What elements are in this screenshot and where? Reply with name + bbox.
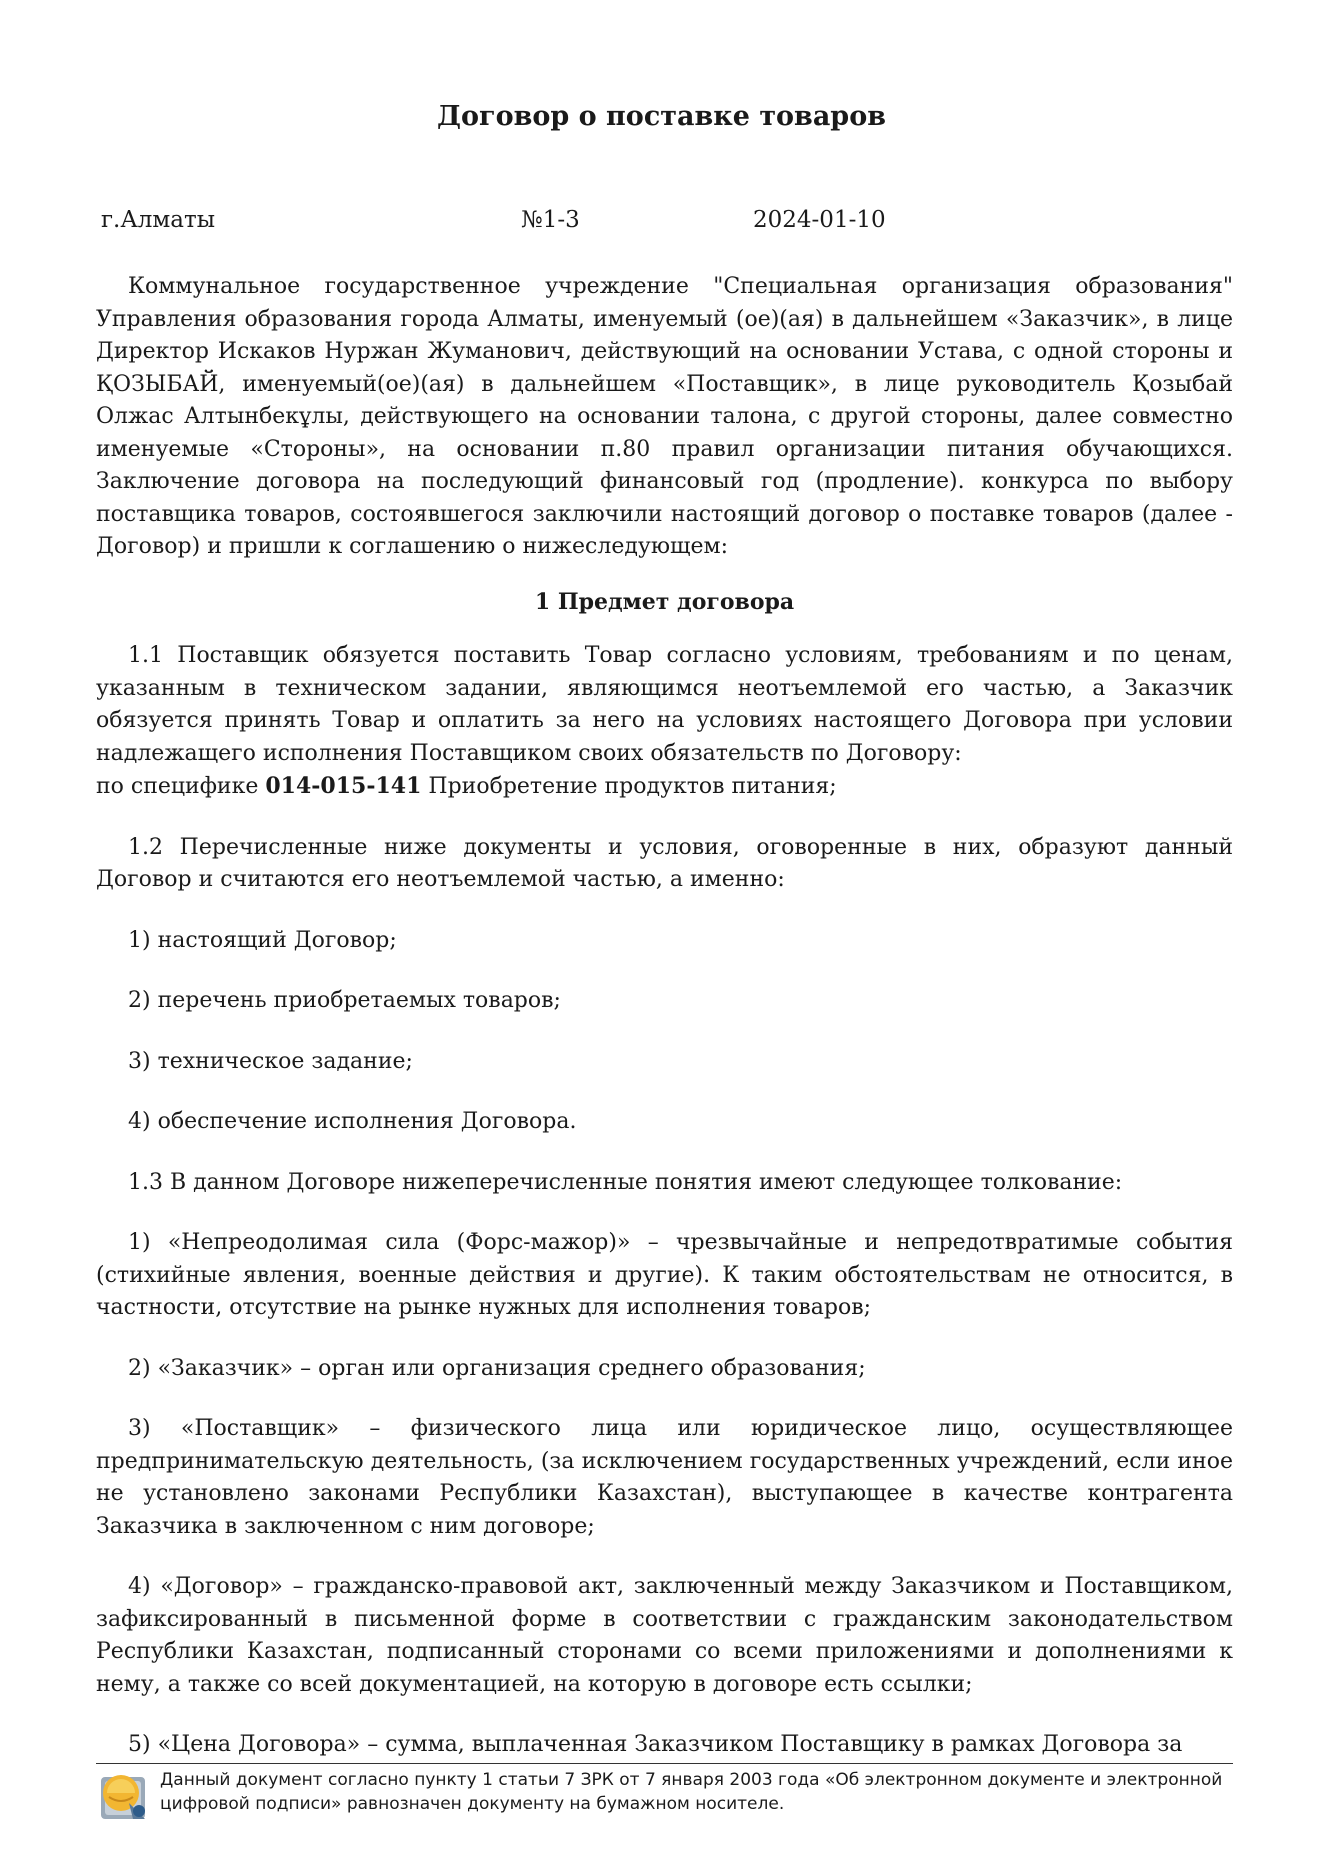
term-item: 2) «Заказчик» – орган или организация среднего образования; xyxy=(128,1355,866,1381)
spec-prefix: по специфике xyxy=(96,774,259,799)
spec-code: 014-015-141 xyxy=(265,773,422,799)
doc-list-item: 3) техническое задание; xyxy=(128,1048,413,1074)
clause-1-3: 1.3 В данном Договоре нижеперечисленные понятия имеют следующее толкование: xyxy=(128,1169,1123,1195)
document-date: 2024-01-10 xyxy=(753,207,886,233)
document-body xyxy=(96,271,1233,1762)
clause-1-2: 1.2 Перечисленные ниже документы и условия, оговоренные в них, образуют данный Договор и считаются его неотъемлемой частью, а именно: xyxy=(96,834,1233,892)
egov-seal-icon xyxy=(99,1769,151,1821)
term-item: 5) «Цена Договора» – сумма, выплаченная Заказчиком Поставщику в рамках Договора за xyxy=(128,1732,1183,1757)
term-item: 3) «Поставщик» – физического лица или юридическое лицо, осуществляющее предпринимательскую деятельность, (за исключением государственных учреждений, если иное не установлено законами Республики Казахстан), выступающее в качестве контрагента Заказчика в заключенном с ним договоре; xyxy=(96,1416,1233,1539)
doc-list-item: 1) настоящий Договор; xyxy=(128,927,397,953)
clause-1-1: 1.1 Поставщик обязуется поставить Товар согласно условиям, требованиям и по ценам, указанным в техническом задании, являющимся неотъемлемой его частью, а Заказчик обязуется принять Товар и оплатить за него на условиях настоящего Договора при условии надлежащего исполнения Поставщиком своих обязательств по Договору: xyxy=(96,643,1233,766)
intro-paragraph: Коммунальное государственное учреждение "Специальная организация образования" Управления образования города Алматы, именуемый (ое)(ая) в дальнейшем «Заказчик», в лице Директор Искаков Нуржан Жуманович, действующий на основании Устава, с одной стороны и ҚОЗЫБАЙ, именуемый(ое)(ая) в дальнейшем «Поставщик», в лице руководитель Қозыбай Олжас Алтынбекұлы, действующего на основании талона, с другой стороны, далее совместно именуемые «Стороны», на основании п.80 правил организации питания обучающихся. Заключение договора на последующий финансовый год (продление). конкурса по выбору поставщика товаров, состоявшегося заключили настоящий договор о поставке товаров (далее - Договор) и пришли к соглашению о нижеследующем: xyxy=(96,274,1233,559)
footer-divider xyxy=(96,1763,1233,1764)
spec-suffix: Приобретение продуктов питания; xyxy=(428,774,837,799)
document-title: Договор о поставке товаров xyxy=(437,101,886,132)
term-item: 1) «Непреодолимая сила (Форс-мажор)» – чрезвычайные и непредотвратимые события (стихийные явления, военные действия и другие). К таким обстоятельствам не относится, в частности, отсутствие на рынке нужных для исполнения товаров; xyxy=(96,1230,1233,1320)
document-number: №1-3 xyxy=(521,207,580,233)
term-item: 4) «Договор» – гражданско-правовой акт, заключенный между Заказчиком и Поставщиком, зафиксированный в письменной форме в соответствии с гражданским законодательством Республики Казахстан, подписанный сторонами со всеми приложениями и дополнениями к нему, а также со всей документацией, на которую в договоре есть ссылки; xyxy=(96,1574,1233,1697)
section-heading: 1 Предмет договора xyxy=(534,588,795,615)
doc-list-item: 2) перечень приобретаемых товаров; xyxy=(128,988,561,1013)
document-city: г.Алматы xyxy=(101,207,216,233)
doc-list-item: 4) обеспечение исполнения Договора. xyxy=(128,1109,577,1134)
footer-legal-notice: Данный документ согласно пункту 1 статьи 7 ЗРК от 7 января 2003 года «Об электронном документе и электронной цифровой подписи» равнозначен документу на бумажном носителе. xyxy=(160,1770,1223,1814)
specification-line xyxy=(96,770,1233,804)
